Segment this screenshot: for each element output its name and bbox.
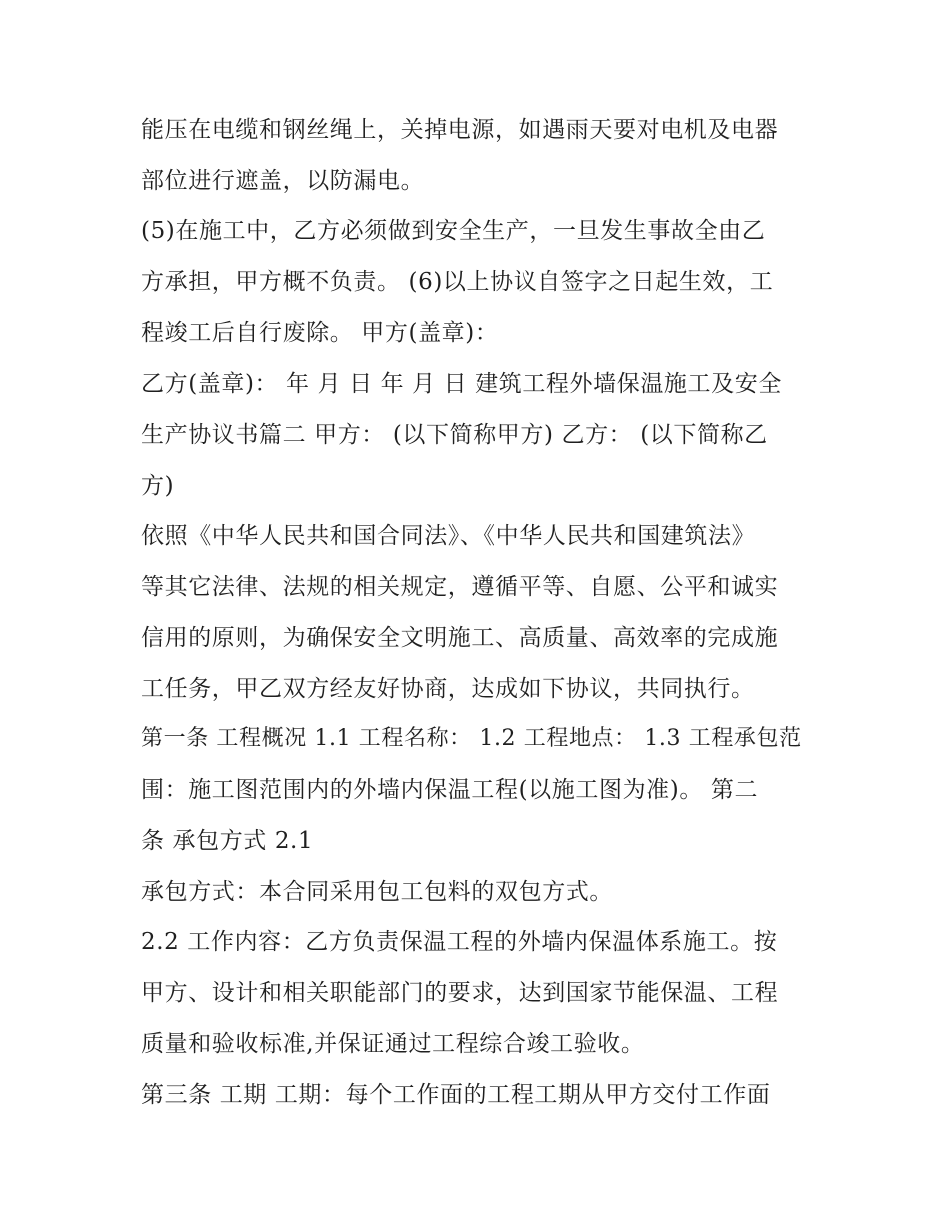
text-line: 依照《中华人民共和国合同法》、《中华人民共和国建筑法》 (141, 523, 756, 549)
text-line: 2.2 工作内容：乙方负责保温工程的外墙内保温体系施工。按 (141, 929, 778, 955)
text-line: 等其它法律、法规的相关规定，遵循平等、自愿、公平和诚实 (141, 574, 779, 600)
text-line: (5)在施工中，乙方必须做到安全生产，一旦发生事故全由乙 (141, 218, 766, 244)
text-line: 第三条 工期 工期：每个工作面的工程工期从甲方交付工作面 (141, 1082, 771, 1108)
text-line: 乙方(盖章)： 年 月 日 年 月 日 建筑工程外墙保温施工及安全 (141, 371, 782, 397)
text-line: 甲方、设计和相关职能部门的要求，达到国家节能保温、工程 (141, 980, 779, 1006)
text-line: 质量和验收标准,并保证通过工程综合竣工验收。 (141, 1031, 645, 1057)
text-line: 能压在电缆和钢丝绳上，关掉电源，如遇雨天要对电机及电器 (141, 117, 779, 143)
text-line: 部位进行遮盖，以防漏电。 (141, 168, 425, 194)
text-line: 方承担，甲方概不负责。 (6)以上协议自签字之日起生效，工 (141, 269, 774, 295)
text-line: 生产协议书篇二 甲方： (以下简称甲方) 乙方： (以下简称乙 (141, 422, 768, 448)
text-line: 信用的原则，为确保安全文明施工、高质量、高效率的完成施 (141, 625, 779, 651)
text-line: 第一条 工程概况 1.1 工程名称： 1.2 工程地点： 1.3 工程承包范 (141, 726, 802, 751)
text-line: 程竣工后自行废除。 甲方(盖章)： (141, 320, 499, 346)
text-line: 方) (141, 473, 175, 499)
text-line: 承包方式：本合同采用包工包料的双包方式。 (141, 879, 613, 905)
text-line: 工任务，甲乙双方经友好协商，达成如下协议，共同执行。 (141, 676, 755, 702)
text-line: 围：施工图范围内的外墙内保温工程(以施工图为准)。 第二 (141, 777, 759, 803)
text-line: 条 承包方式 2.1 (141, 828, 314, 854)
